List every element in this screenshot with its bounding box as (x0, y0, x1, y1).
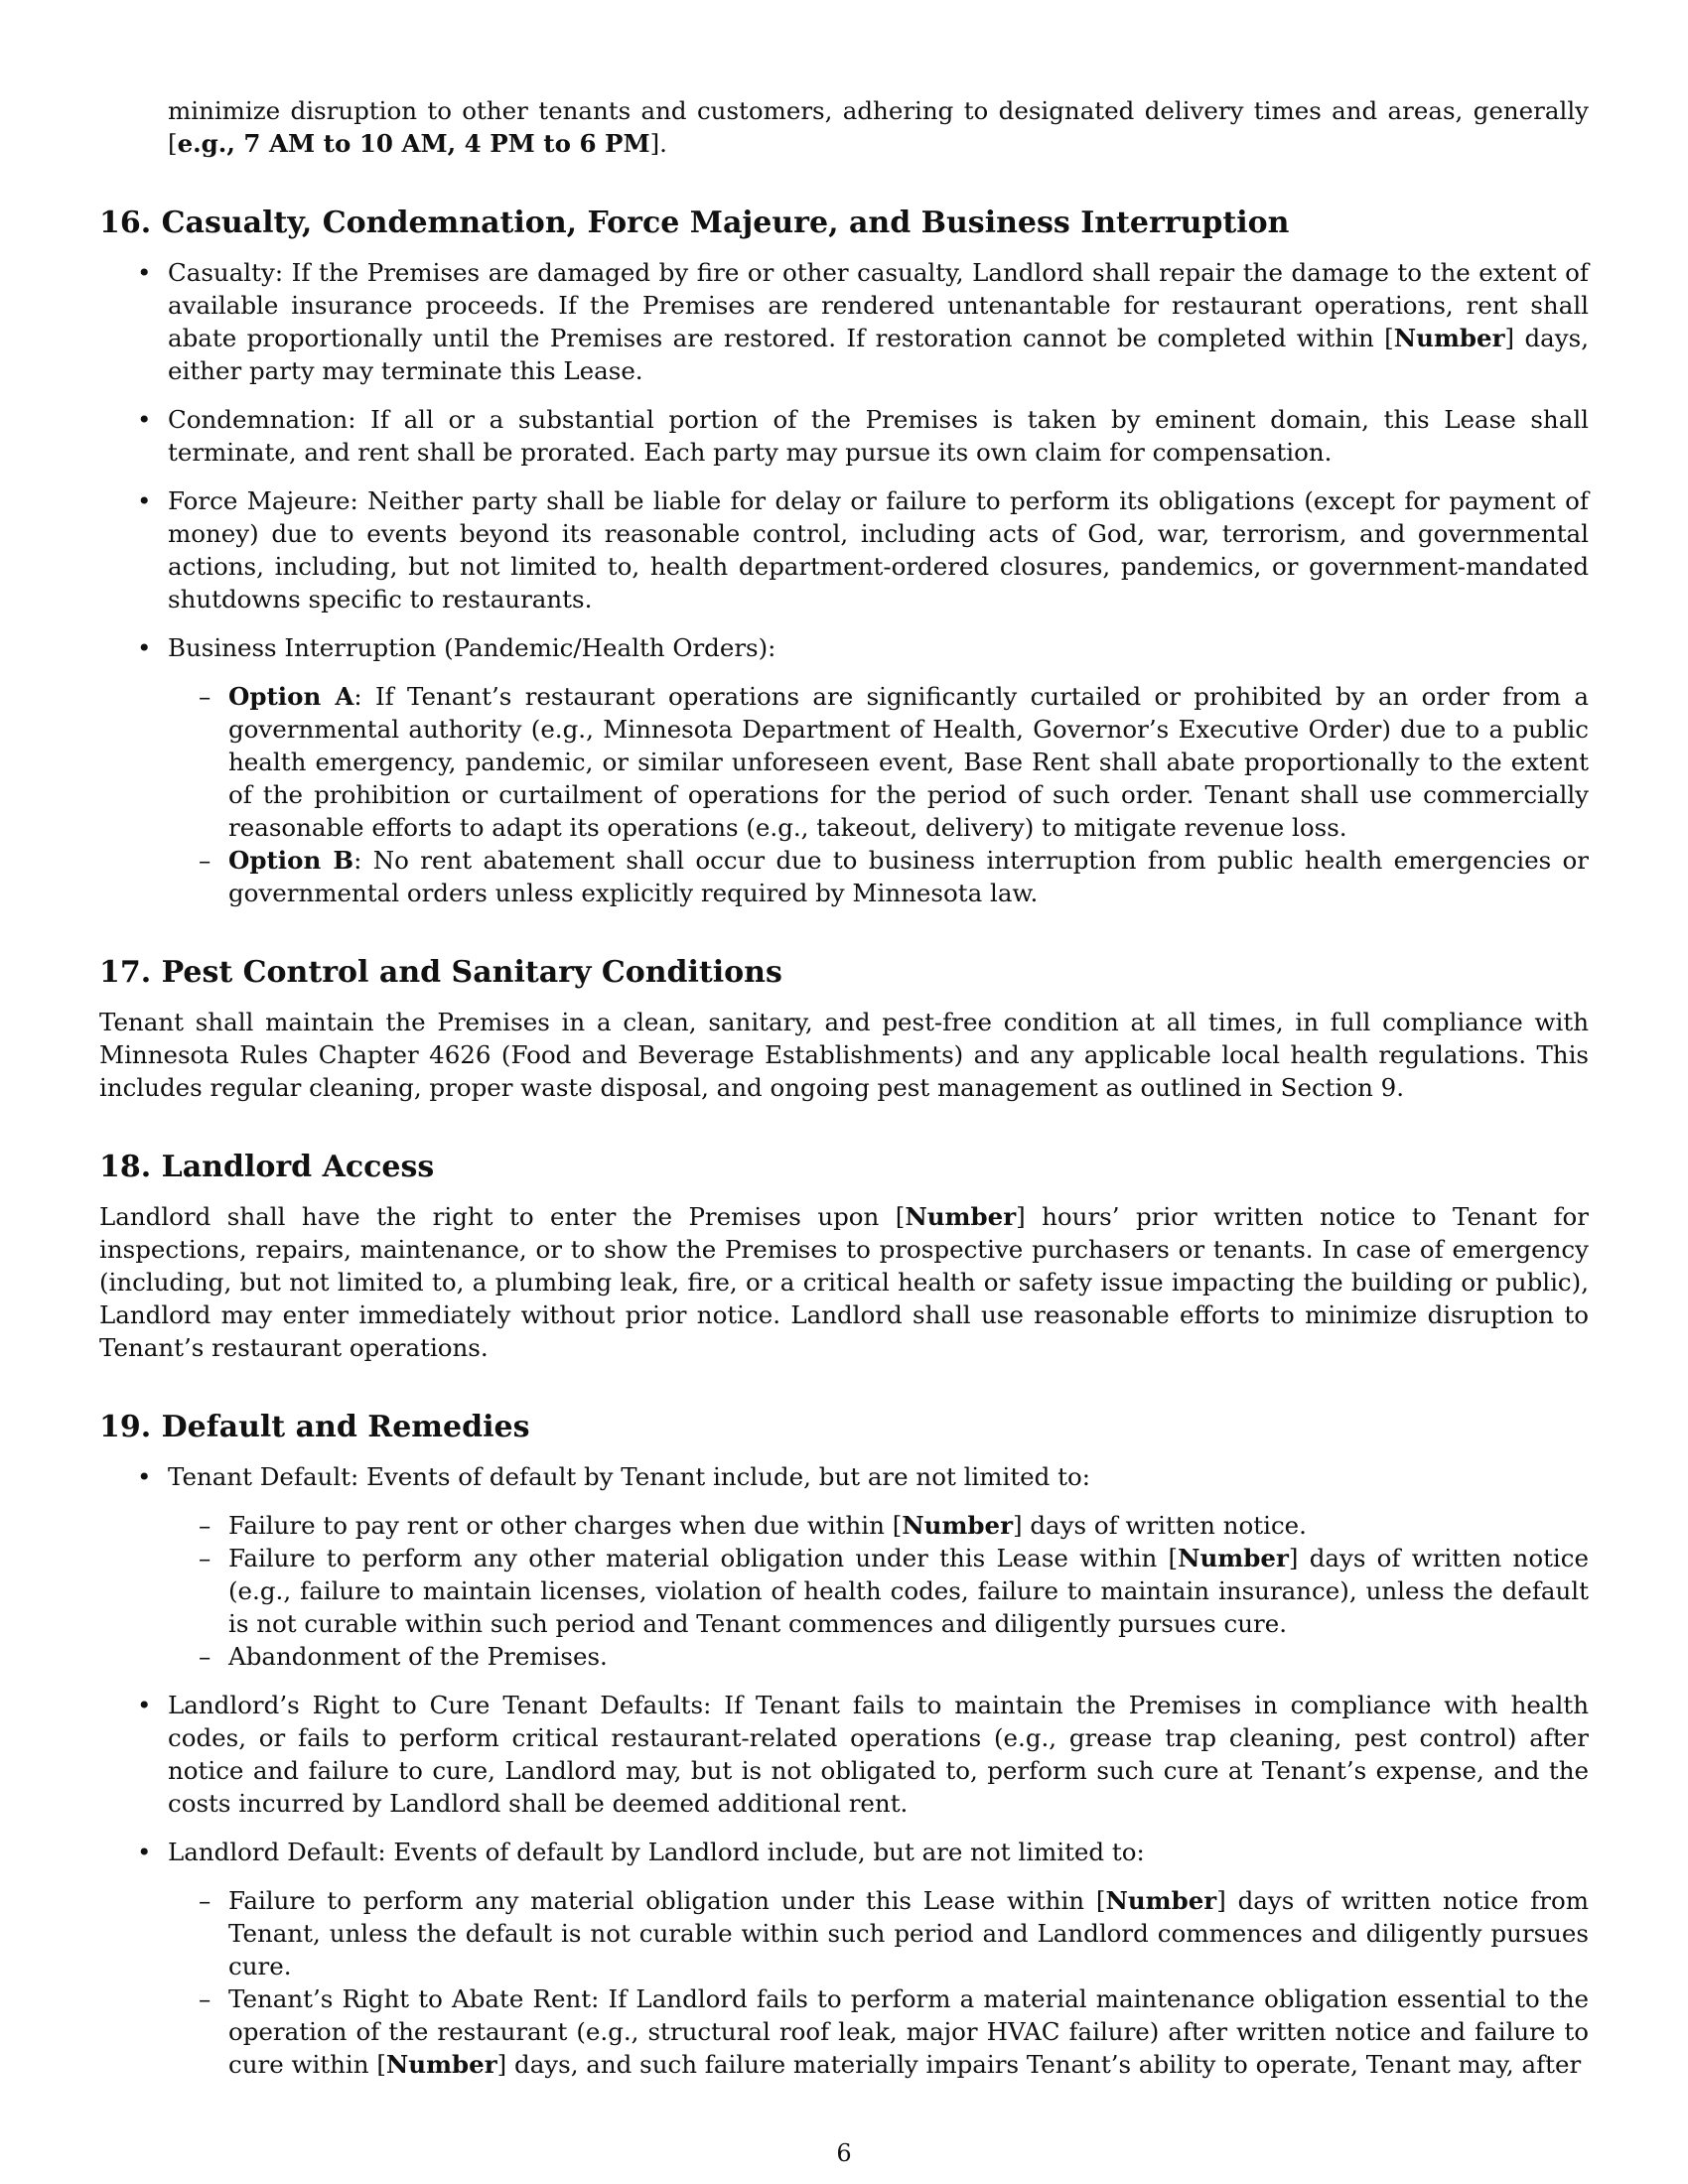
td1-text: Failure to pay rent or other charges when due within [ (228, 1511, 903, 1540)
bracket-close: ]. (649, 129, 667, 158)
business-interruption-text: Business Interruption (Pandemic/Health Orders): (168, 633, 776, 662)
list-item-condemnation: • Condemnation: If all or a substantial portion of the Premises is taken by eminent domain, this Lease shall terminate, and rent shall be prorated. Each party may pursue its own claim for compensation. (99, 403, 1589, 469)
tenant-default-text: Tenant Default: Events of default by Tenant include, but are not limited to: (168, 1462, 1091, 1491)
ld1-text-end: ] days of written notice from Tenant, unless the default is not curable within such period and Landlord commences and diligently pursues cure. (228, 1886, 1590, 1980)
sublist-item: – Abandonment of the Premises. (168, 1640, 1589, 1673)
sublist-item (168, 1982, 1589, 2081)
access-text: Landlord shall have the right to enter the Premises upon [ (99, 1202, 906, 1231)
list-item-casualty (99, 256, 1589, 387)
options-list (168, 680, 1589, 909)
landlord-default-text: Landlord Default: Events of default by Landlord include, but are not limited to: (168, 1838, 1145, 1866)
sublist-item (168, 1509, 1589, 1542)
sublist-item (168, 1542, 1589, 1640)
option-b-item (168, 844, 1589, 909)
delivery-times-placeholder: e.g., 7 AM to 10 AM, 4 PM to 6 PM (177, 129, 650, 158)
bracket-open: [ (168, 129, 178, 158)
td2-text-end: ] days of written notice (e.g., failure to maintain licenses, violation of health codes, failure to maintain insurance), unless the default is not curable within such period and Tenant commences and diligently pursues cure. (228, 1544, 1589, 1638)
list-item-landlord-default (99, 1836, 1589, 2081)
section-16-heading: 16. Casualty, Condemnation, Force Majeure, and Business Interruption (99, 205, 1290, 240)
number-placeholder: Number (1178, 1544, 1289, 1572)
ld2-text: Tenant’s Right to Abate Rent: If Landlord fails to perform a material maintenance obligation essential to the operation of the restaurant (e.g., structural roof leak, major HVAC failure) after written notice and failure to cure within [ (228, 1984, 1589, 2079)
number-placeholder: Number (902, 1511, 1014, 1540)
section-19-heading: 19. Default and Remedies (99, 1410, 530, 1444)
number-placeholder: Number (905, 1202, 1017, 1231)
ld1-text: Failure to perform any material obligation under this Lease within [ (228, 1886, 1106, 1915)
section-17-heading: 17. Pest Control and Sanitary Conditions (99, 955, 782, 990)
continuation-paragraph (168, 94, 1589, 160)
casualty-text: Casualty: If the Premises are damaged by fire or other casualty, Landlord shall repair the damage to the extent of available insurance proceeds. If the Premises are rendered untenantable for restaurant operations, rent shall abate proportionally until the Premises are restored. If restoration cannot be completed within [ (168, 258, 1589, 352)
access-text-end: ] hours’ prior written notice to Tenant for inspections, repairs, maintenance, or to show the Premises to prospective purchasers or tenants. In case of emergency (including, but not limited to, a plumbing leak, fire, or a critical health or safety issue impacting the building or public), Landlord may enter immediately without prior notice. Landlord shall use reasonable efforts to minimize disruption to Tenant’s restaurant operations. (99, 1202, 1590, 1362)
page-number: 6 (836, 2139, 852, 2167)
section-17-body: Tenant shall maintain the Premises in a clean, sanitary, and pest-free condition at all times, in full compliance with Minnesota Rules Chapter 4626 (Food and Beverage Establishments) and any applicable local health regulations. This includes regular cleaning, proper waste disposal, and ongoing pest management as outlined in Section 9. (99, 1008, 1589, 1102)
document-page (99, 94, 1589, 2097)
td1-text-end: ] days of written notice. (1013, 1511, 1307, 1540)
option-b-label: Option B (228, 846, 354, 875)
sublist-item (168, 1884, 1589, 1982)
ld2-text-end: ] days, and such failure materially impairs Tenant’s ability to operate, Tenant may, after (496, 2050, 1582, 2079)
section-16-list (99, 256, 1589, 909)
td2-text: Failure to perform any other material obligation under this Lease within [ (228, 1544, 1179, 1572)
section-19-list (99, 1460, 1589, 2081)
option-b-text: : No rent abatement shall occur due to business interruption from public health emergencies or governmental orders unless explicitly required by Minnesota law. (228, 846, 1589, 907)
number-placeholder: Number (1393, 324, 1505, 352)
list-item-landlord-cure: • Landlord’s Right to Cure Tenant Defaults: If Tenant fails to maintain the Premises in compliance with health codes, or fails to perform critical restaurant-related operations (e.g., grease trap cleaning, pest control) after notice and failure to cure, Landlord may, but is not obligated to, perform such cure at Tenant’s expense, and the costs incurred by Landlord shall be deemed additional rent. (99, 1689, 1589, 1820)
option-a-text: : If Tenant’s restaurant operations are significantly curtailed or prohibited by an order from a governmental authority (e.g., Minnesota Department of Health, Governor’s Executive Order) due to a public health emergency, pandemic, or similar unforeseen event, Base Rent shall abate proportionally to the extent of the prohibition or curtailment of operations for the period of such order. Tenant shall use commercially reasonable efforts to adapt its operations (e.g., takeout, delivery) to mitigate revenue loss. (228, 682, 1589, 842)
list-item-tenant-default (99, 1460, 1589, 1673)
section-18-body (99, 1200, 1589, 1364)
option-a-item (168, 680, 1589, 844)
landlord-default-sublist (168, 1884, 1589, 2081)
casualty-text-end: ] days, either party may terminate this Lease. (168, 324, 1589, 385)
number-placeholder: Number (1105, 1886, 1217, 1915)
tenant-default-sublist (168, 1509, 1589, 1673)
list-item-force-majeure: • Force Majeure: Neither party shall be liable for delay or failure to perform its obligations (except for payment of money) due to events beyond its reasonable control, including acts of God, war, terrorism, and governmental actions, including, but not limited to, health department-ordered closures, pandemics, or government-mandated shutdowns specific to restaurants. (99, 484, 1589, 615)
continuation-text: minimize disruption to other tenants and customers, adhering to designated delivery times and areas, generally (168, 96, 1589, 125)
number-placeholder: Number (385, 2050, 497, 2079)
section-18-heading: 18. Landlord Access (99, 1150, 435, 1184)
list-item-business-interruption (99, 631, 1589, 909)
option-a-label: Option A (228, 682, 354, 711)
